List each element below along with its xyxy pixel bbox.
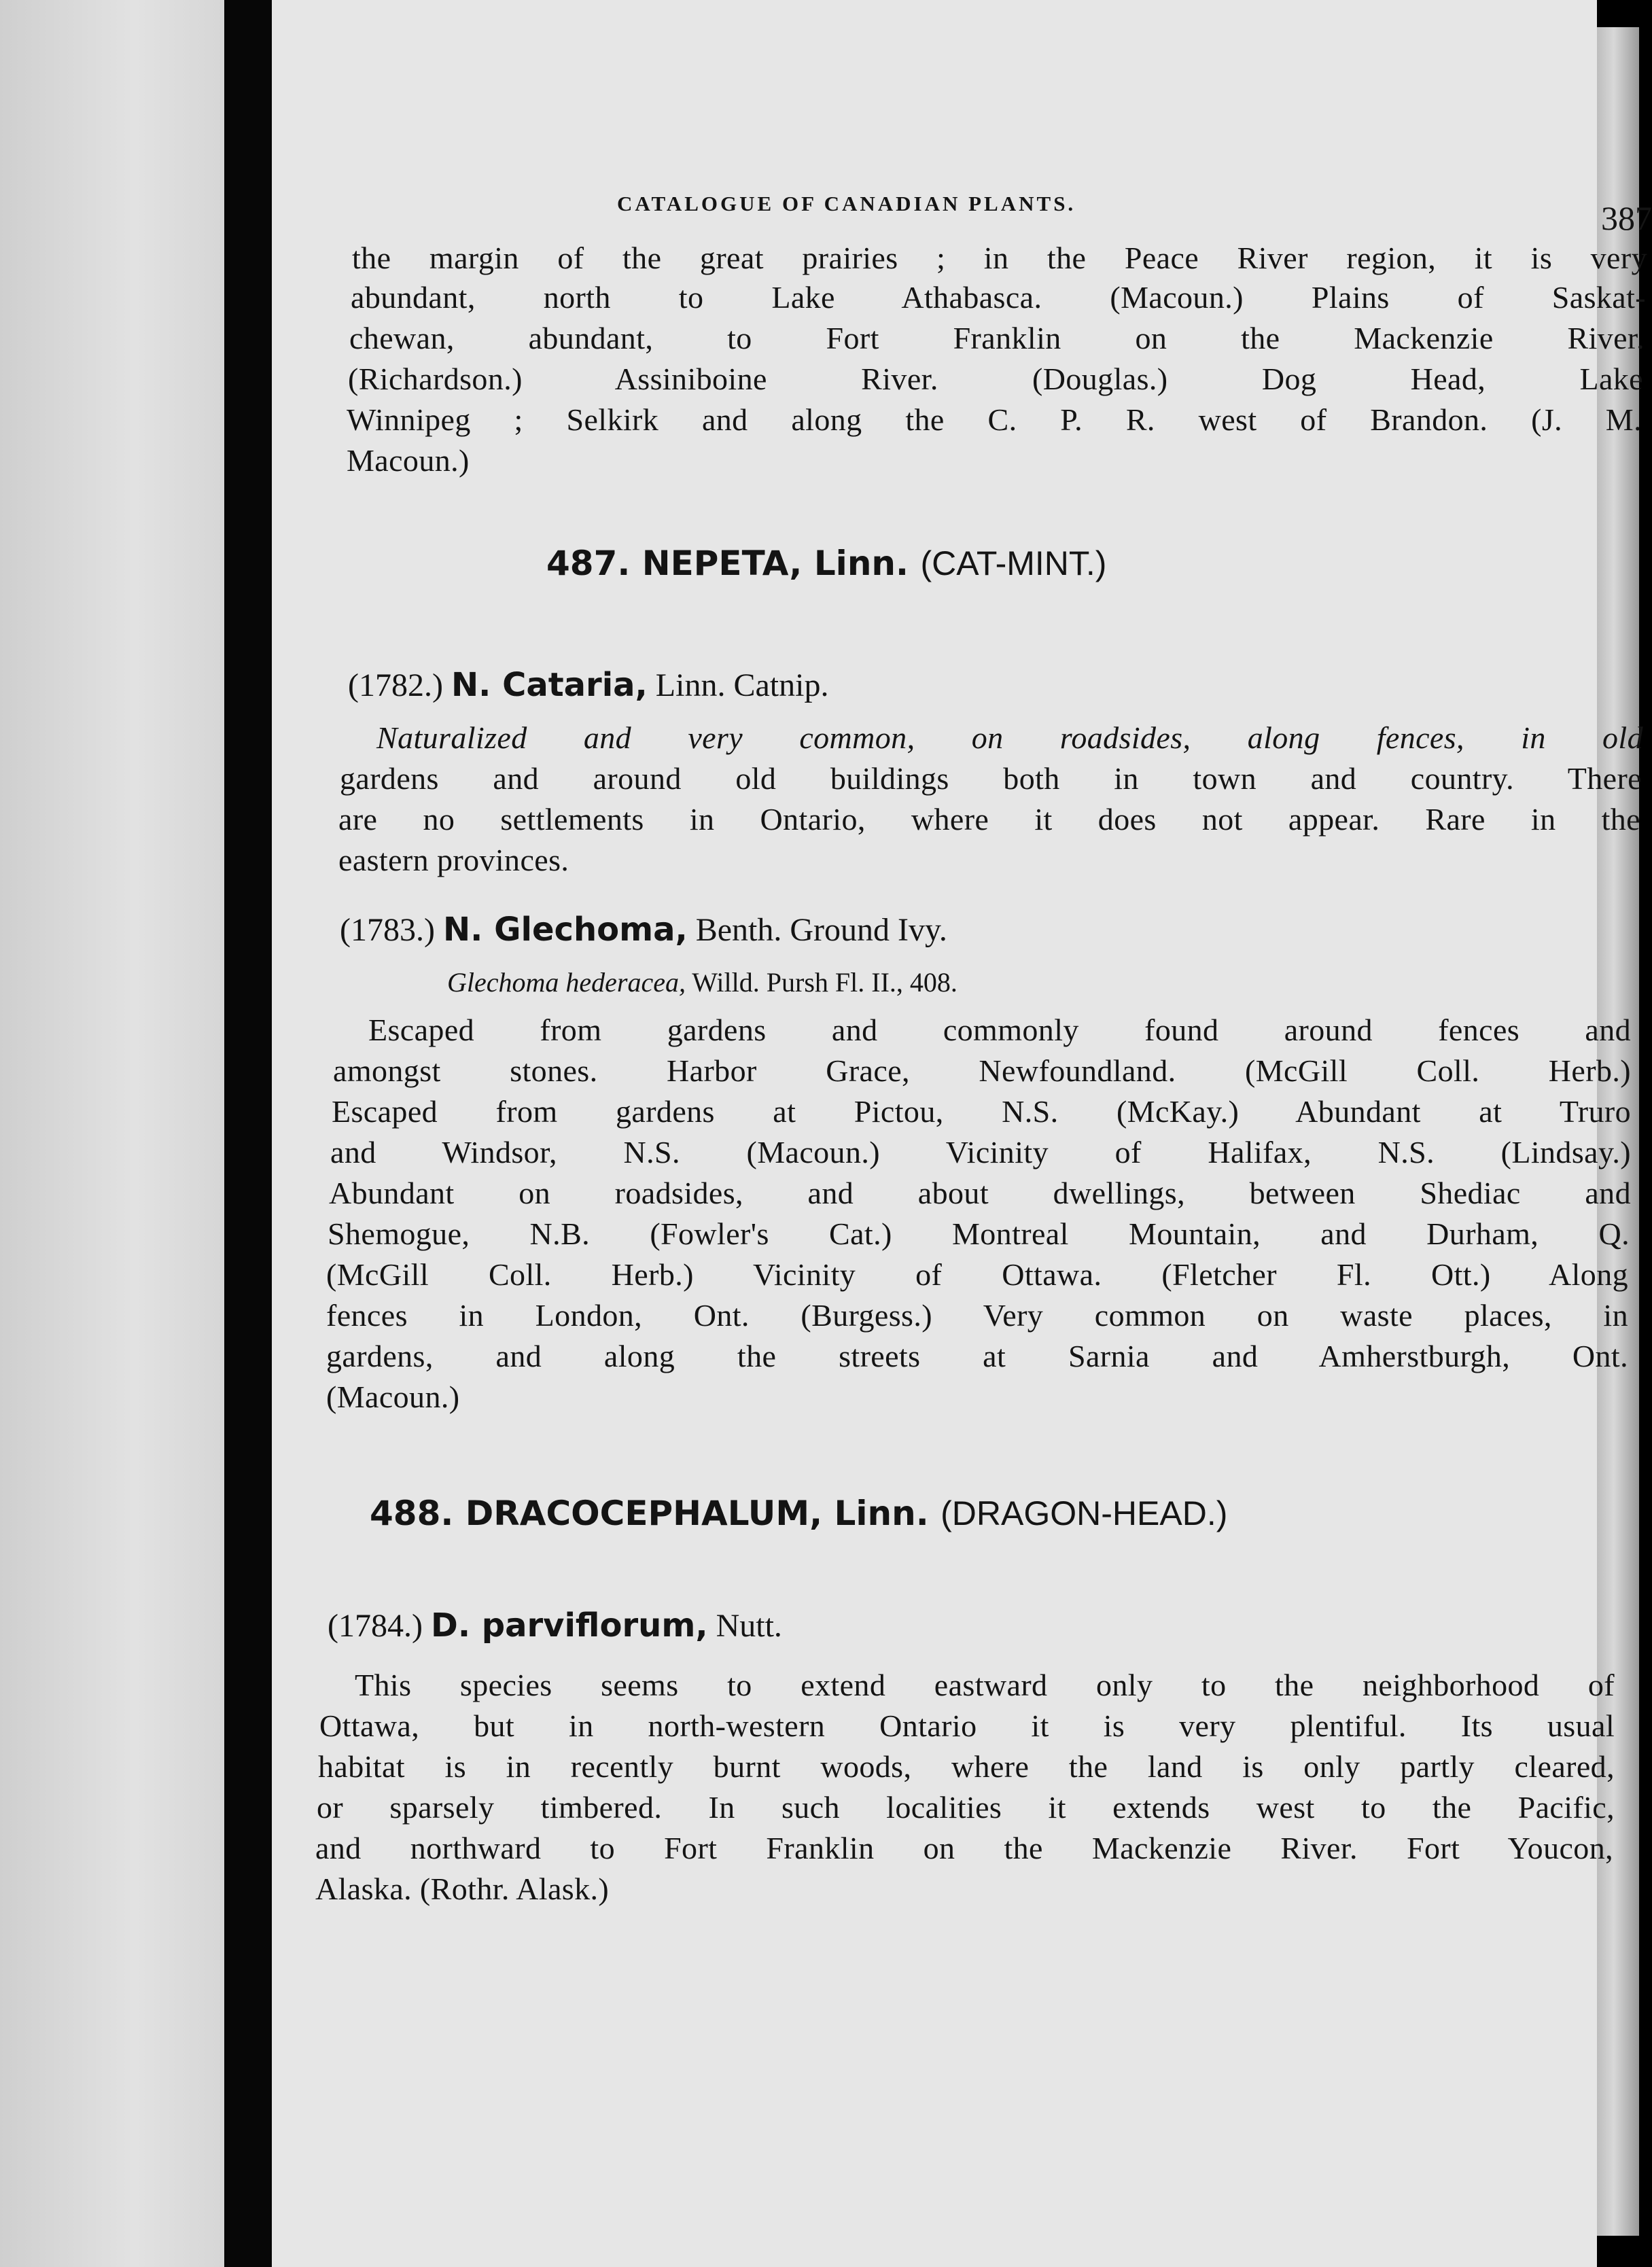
genus-common-name: (CAT-MINT.) <box>920 544 1107 582</box>
species-authority: Benth. Ground Ivy. <box>695 912 947 948</box>
book-page <box>272 0 1652 2267</box>
genus-heading-487 <box>546 544 1106 583</box>
species-1782-line-4: eastern provinces. <box>338 843 569 877</box>
page-number: 387 <box>1601 199 1652 237</box>
species-name: D. parviflorum, <box>430 1606 708 1645</box>
species-1783-line-10: (Macoun.) <box>326 1379 460 1414</box>
species-name: N. Cataria, <box>451 666 648 704</box>
species-heading-1784 <box>328 1606 782 1645</box>
synonym-name: Glechoma hederacea, <box>447 967 686 998</box>
species-1784-line-2: Ottawa, but in north-western Ontario it is very plentiful. Its usual <box>319 1708 1615 1743</box>
species-1782-line-1: Naturalized and very common, on roadsides, along fences, in old <box>376 720 1643 755</box>
species-number: (1783.) <box>340 912 435 948</box>
species-1783-line-1: Escaped from gardens and commonly found around fences and <box>368 1013 1631 1047</box>
species-name: N. Glechoma, <box>442 911 688 949</box>
species-heading-1782 <box>348 666 828 704</box>
species-1784-line-4: or sparsely timbered. In such localities it extends west to the Pacific, <box>317 1790 1615 1825</box>
genus-title: 487. NEPETA, Linn. <box>546 544 909 583</box>
species-1782-line-3: are no settlements in Ontario, where it does not appear. Rare in the <box>338 802 1640 837</box>
synonym-reference: Willd. Pursh Fl. II., 408. <box>692 967 957 998</box>
genus-heading-488 <box>370 1494 1227 1533</box>
species-1783-line-8: fences in London, Ont. (Burgess.) Very common on waste places, in <box>326 1298 1628 1333</box>
page-stack-edge <box>1597 27 1639 2236</box>
species-1783-line-3: Escaped from gardens at Pictou, N.S. (McKay.) Abundant at Truro <box>332 1094 1631 1129</box>
species-1782-line-2: gardens and around old buildings both in town and country. There <box>340 761 1642 796</box>
species-1784-line-6: Alaska. (Rothr. Alask.) <box>315 1871 610 1906</box>
species-1783-line-4: and Windsor, N.S. (Macoun.) Vicinity of Halifax, N.S. (Lindsay.) <box>330 1135 1631 1170</box>
species-1783-line-5: Abundant on roadsides, and about dwellings, between Shediac and <box>329 1176 1631 1210</box>
species-1783-line-2: amongst stones. Harbor Grace, Newfoundland. (McGill Coll. Herb.) <box>333 1053 1631 1088</box>
genus-title: 488. DRACOCEPHALUM, Linn. <box>370 1494 929 1533</box>
continuation-line-4: (Richardson.) Assiniboine River. (Douglas.) Dog Head, Lake <box>348 362 1643 396</box>
running-title: CATALOGUE OF CANADIAN PLANTS. <box>617 192 1076 215</box>
facing-page-edge <box>0 0 224 2267</box>
species-authority: Nutt. <box>716 1608 782 1644</box>
continuation-line-1: the margin of the great prairies ; in the Peace River region, it is very <box>352 241 1647 275</box>
continuation-line-5: Winnipeg ; Selkirk and along the C. P. R. west of Brandon. (J. M. <box>347 402 1642 437</box>
species-1784-line-3: habitat is in recently burnt woods, where the land is only partly cleared, <box>318 1749 1615 1784</box>
species-number: (1782.) <box>348 667 443 703</box>
species-heading-1783 <box>340 911 947 949</box>
continuation-line-3: chewan, abundant, to Fort Franklin on the Mackenzie River. <box>349 321 1645 355</box>
species-1784-line-5: and northward to Fort Franklin on the Mackenzie River. Fort Youcon, <box>315 1831 1613 1865</box>
species-1783-line-6: Shemogue, N.B. (Fowler's Cat.) Montreal Mountain, and Durham, Q. <box>328 1216 1630 1251</box>
genus-common-name: (DRAGON-HEAD.) <box>941 1494 1228 1532</box>
continuation-line-6: Macoun.) <box>347 443 470 478</box>
continuation-line-2: abundant, north to Lake Athabasca. (Macoun.) Plains of Saskat- <box>351 280 1646 315</box>
species-1783-line-9: gardens, and along the streets at Sarnia and Amherstburgh, Ont. <box>326 1339 1628 1373</box>
species-authority: Linn. Catnip. <box>655 667 829 703</box>
species-number: (1784.) <box>328 1608 423 1644</box>
species-1784-line-1: This species seems to extend eastward only to the neighborhood of <box>355 1668 1615 1702</box>
synonym-line <box>447 966 957 998</box>
species-1783-line-7: (McGill Coll. Herb.) Vicinity of Ottawa. (Fletcher Fl. Ott.) Along <box>326 1257 1628 1292</box>
book-gutter <box>224 0 272 2267</box>
